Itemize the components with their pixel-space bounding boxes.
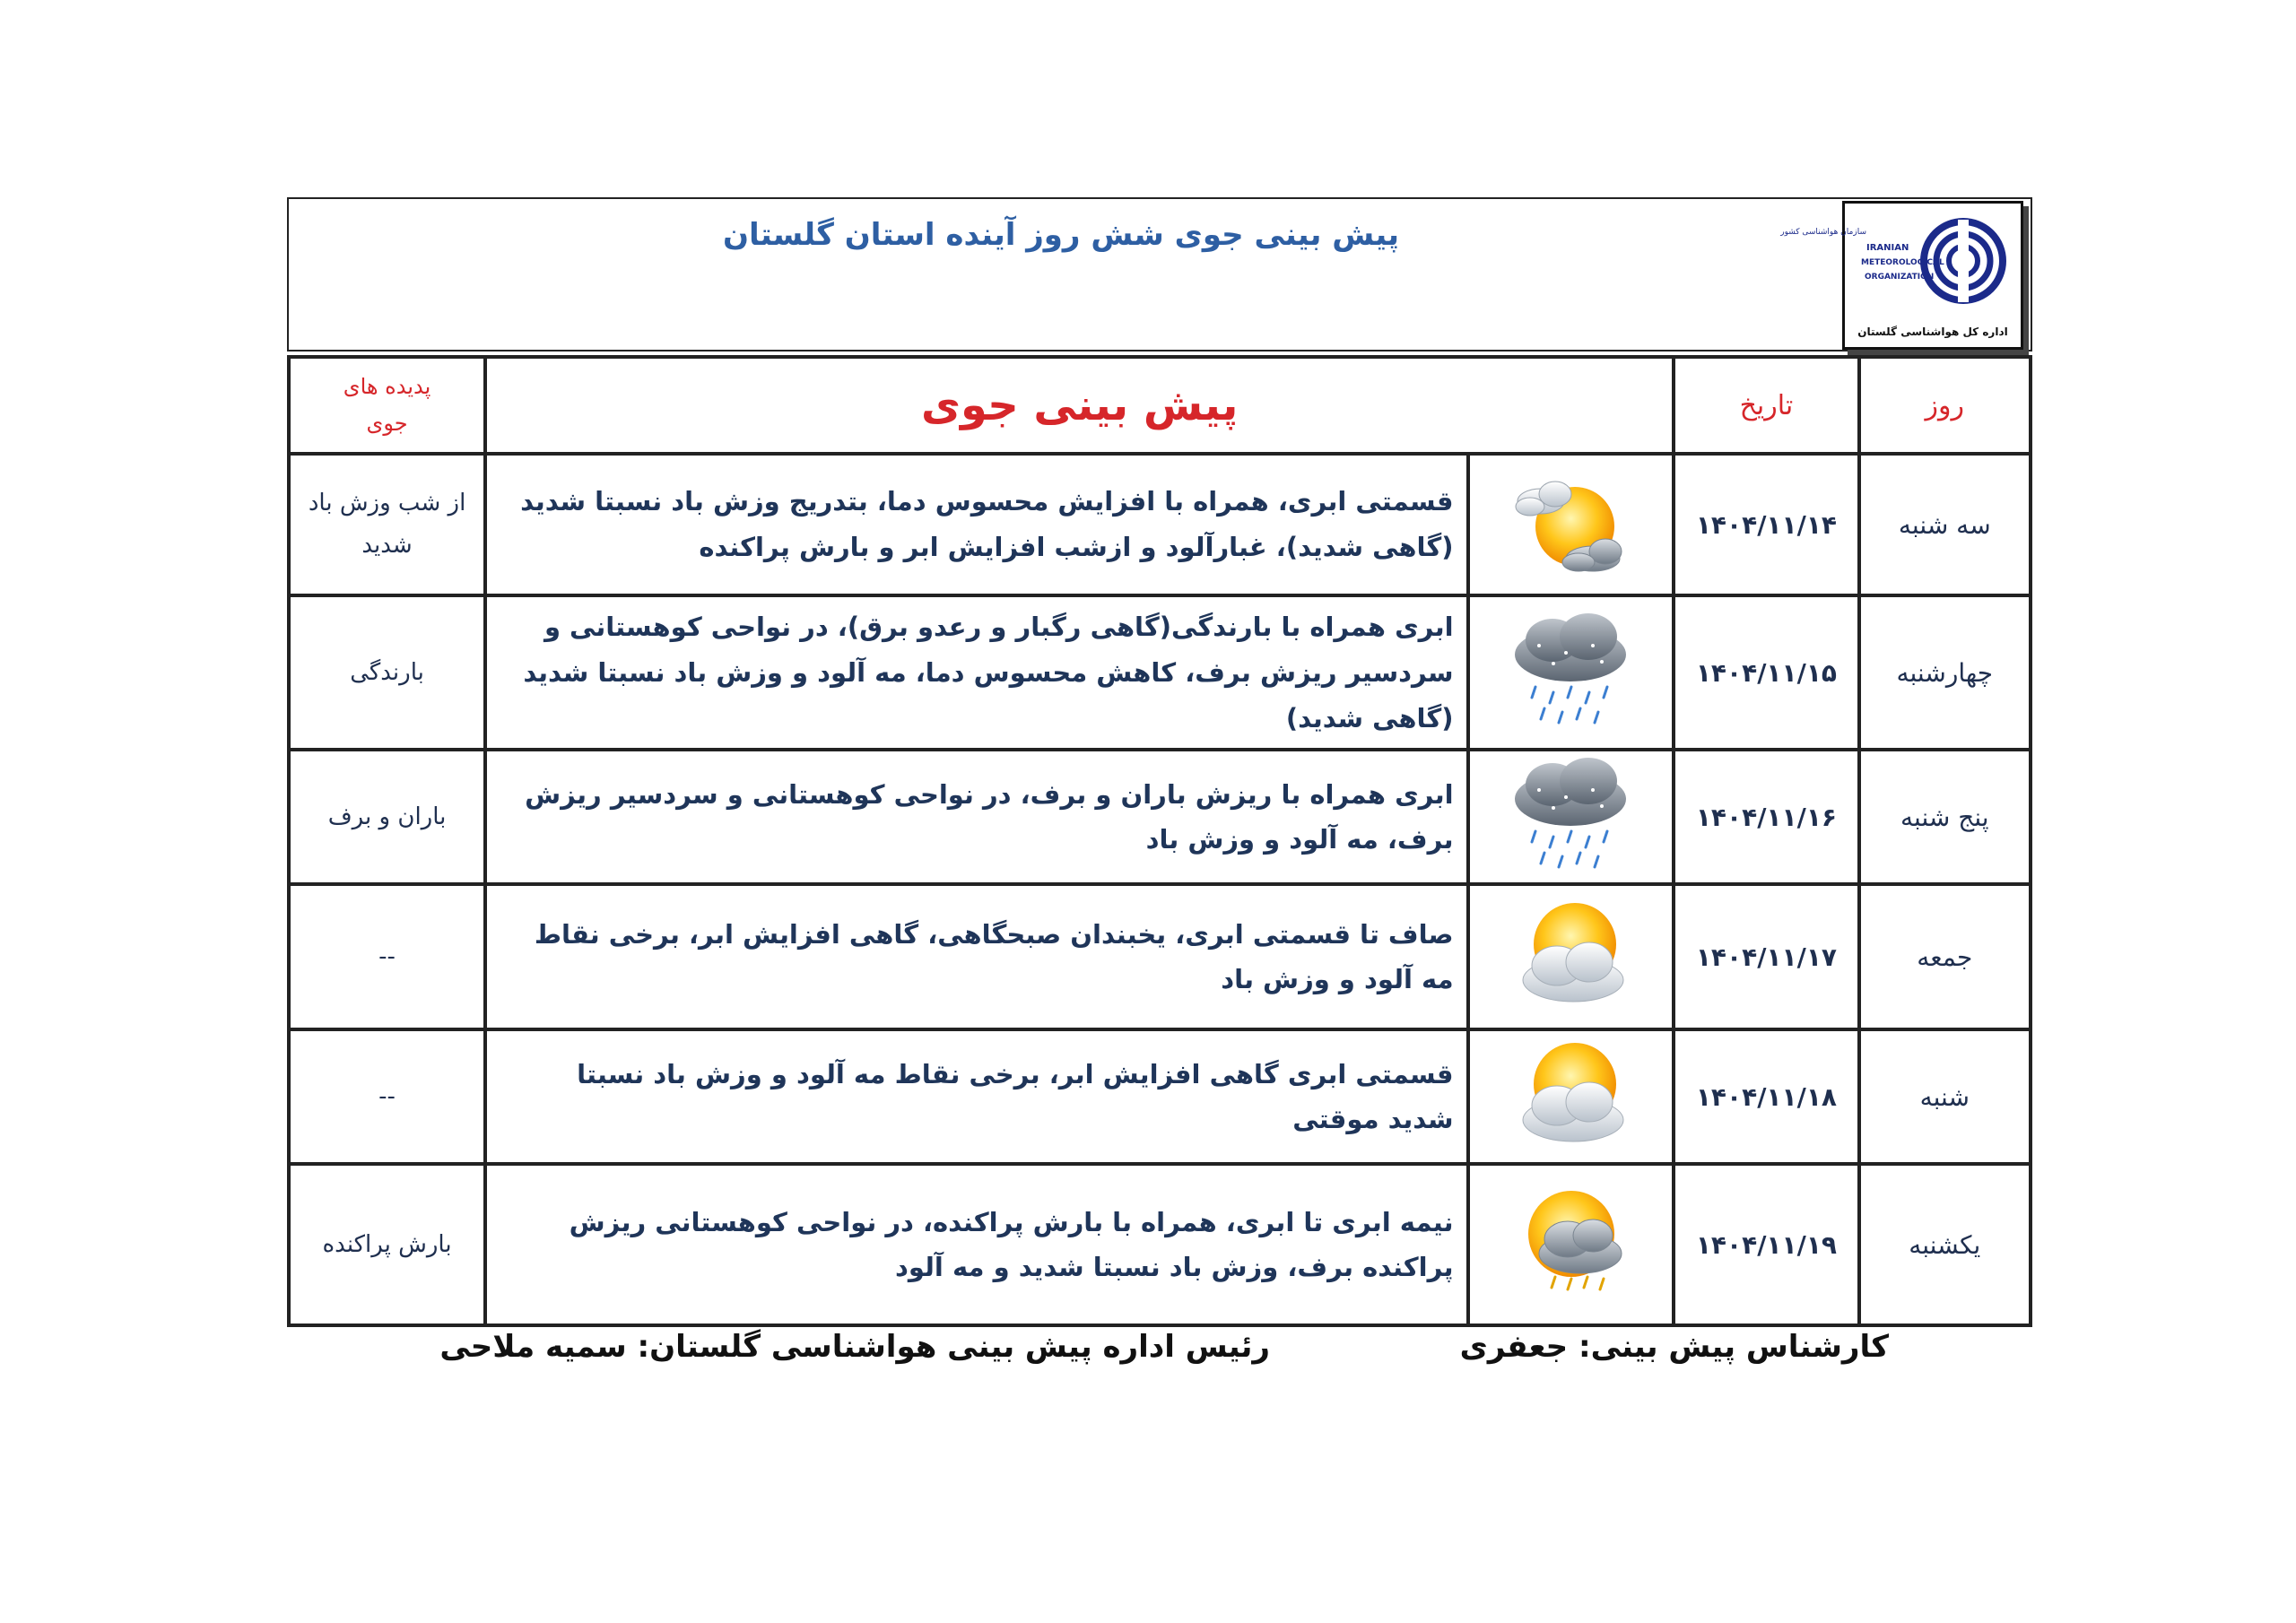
weather-icon-cell <box>1468 750 1674 884</box>
logo-line-3: METEOROLOGICAL <box>1861 258 1944 267</box>
org-logo <box>1780 201 2023 350</box>
date-cell: ۱۴۰۴/۱۱/۱۷ <box>1674 884 1858 1029</box>
weather-icon-cell <box>1468 1164 1674 1325</box>
header-box <box>287 197 2032 352</box>
page-title: پیش بینی جوی شش روز آینده استان گلستان <box>723 217 1399 253</box>
day-cell: چهارشنبه <box>1859 595 2031 750</box>
forecast-text-cell: ابری همراه با بارندگی(گاهی رگبار و رعدو برق)، در نواحی کوهستانی و سردسیر ریزش برف، کاهش محسوس دما، مه آلود و وزش باد نسبتا شدید (گاهی شدید) <box>485 595 1467 750</box>
phenomena-cell: باران و برف <box>289 750 485 884</box>
sun-behind-cloud-icon <box>1503 462 1638 587</box>
table-row <box>289 454 2031 595</box>
partly-cloudy-icon <box>1503 1034 1638 1159</box>
phenomena-cell: بارش پراکنده <box>289 1164 485 1325</box>
col-header-phenomena <box>289 357 485 454</box>
logo-line-4: ORGANIZATION <box>1865 273 1935 282</box>
weather-icon-cell <box>1468 1029 1674 1164</box>
date-cell: ۱۴۰۴/۱۱/۱۹ <box>1674 1164 1858 1325</box>
date-cell: ۱۴۰۴/۱۱/۱۴ <box>1674 454 1858 595</box>
weather-icon-cell <box>1468 595 1674 750</box>
partly-cloudy-icon <box>1503 894 1638 1020</box>
day-cell: سه شنبه <box>1859 454 2031 595</box>
table-row <box>289 884 2031 1029</box>
rain-cloud-icon <box>1503 754 1638 880</box>
date-cell: ۱۴۰۴/۱۱/۱۸ <box>1674 1029 1858 1164</box>
forecast-text-cell: نیمه ابری تا ابری، همراه با بارش پراکنده، در نواحی کوهستانی ریزش پراکنده برف، وزش باد نسبتا شدید و مه آلود <box>485 1164 1467 1325</box>
rain-cloud-icon <box>1503 610 1638 735</box>
forecast-sheet <box>287 197 2032 1365</box>
meteorological-organization-logo-icon <box>1780 211 2012 311</box>
weather-icon-cell <box>1468 884 1674 1029</box>
forecast-table <box>287 355 2032 1327</box>
date-cell: ۱۴۰۴/۱۱/۱۶ <box>1674 750 1858 884</box>
table-row <box>289 1029 2031 1164</box>
office-head: رئیس اداره پیش بینی هواشناسی گلستان: سمیه ملاحی <box>439 1329 1270 1365</box>
phenomena-cell: -- <box>289 884 485 1029</box>
col-header-phenomena-line2: جوی <box>366 411 408 436</box>
day-cell: جمعه <box>1859 884 2031 1029</box>
forecast-text-cell: صاف تا قسمتی ابری، یخبندان صبحگاهی، گاهی افزایش ابر، برخی نقاط مه آلود و وزش باد <box>485 884 1467 1029</box>
table-row <box>289 750 2031 884</box>
col-header-day: روز <box>1859 357 2031 454</box>
day-cell: یکشنبه <box>1859 1164 2031 1325</box>
forecast-text-cell: قسمتی ابری گاهی افزایش ابر، برخی نقاط مه آلود و وزش باد نسبتا شدید موقتی <box>485 1029 1467 1164</box>
col-header-phenomena-line1: پدیده های <box>343 374 431 400</box>
col-header-date: تاریخ <box>1674 357 1858 454</box>
col-header-forecast: پیش بینی جوی <box>485 357 1674 454</box>
signature-footer <box>287 1329 2032 1383</box>
phenomena-cell: بارندگی <box>289 595 485 750</box>
sun-cloud-rain-icon <box>1503 1182 1638 1307</box>
table-row <box>289 1164 2031 1325</box>
date-cell: ۱۴۰۴/۱۱/۱۵ <box>1674 595 1858 750</box>
table-header-row <box>289 357 2031 454</box>
logo-line-1: سازمان هواشناسی کشور <box>1780 228 1866 237</box>
forecast-text-cell: ابری همراه با ریزش باران و برف، در نواحی کوهستانی و سردسیر ریزش برف، مه آلود و وزش باد <box>485 750 1467 884</box>
logo-line-2: IRANIAN <box>1866 243 1909 253</box>
weather-icon-cell <box>1468 454 1674 595</box>
forecast-text-cell: قسمتی ابری، همراه با افزایش محسوس دما، بتدریج وزش باد نسبتا شدید (گاهی شدید)، غبارآلود و ازشب افزایش ابر و بارش پراکنده <box>485 454 1467 595</box>
table-row <box>289 595 2031 750</box>
phenomena-cell: از شب وزش باد شدید <box>289 454 485 595</box>
forecast-expert: کارشناس پیش بینی: جعفری <box>1459 1329 1889 1365</box>
phenomena-cell: -- <box>289 1029 485 1164</box>
day-cell: شنبه <box>1859 1029 2031 1164</box>
logo-caption: اداره کل هواشناسی گلستان <box>1857 325 2008 338</box>
day-cell: پنج شنبه <box>1859 750 2031 884</box>
